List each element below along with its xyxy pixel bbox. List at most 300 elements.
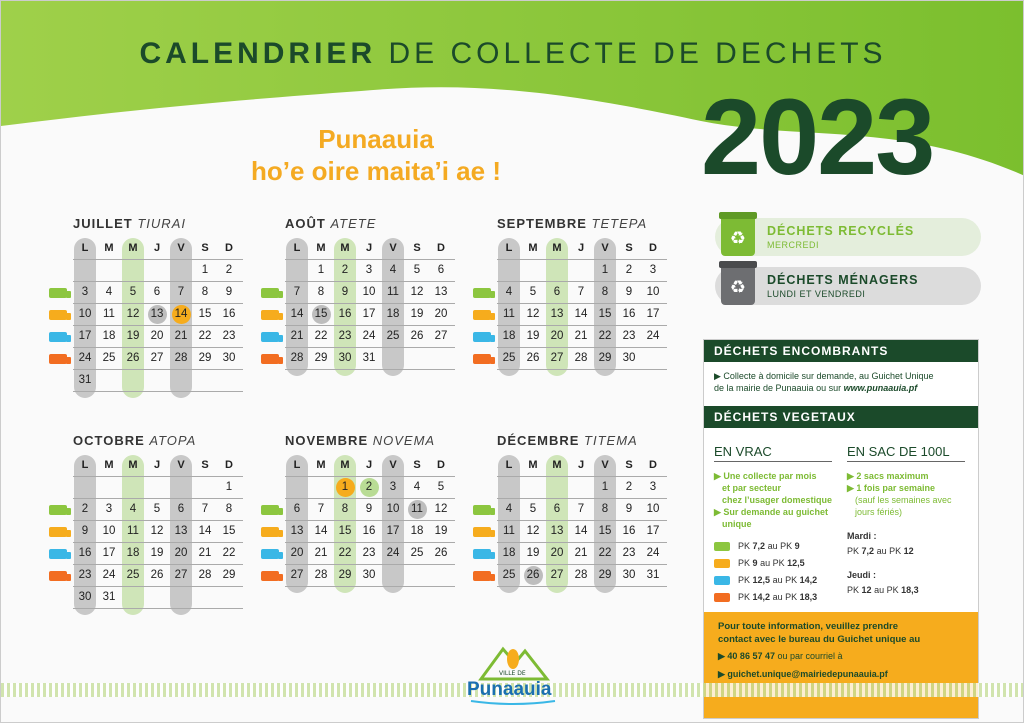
day-cell: 20 — [550, 547, 564, 559]
collection-truck-icon — [473, 332, 491, 342]
day-cell — [405, 348, 429, 369]
day-cell: 21 — [314, 547, 328, 559]
day-cell: 12 — [126, 308, 140, 320]
day-cell: 24 — [646, 547, 660, 559]
day-cell: 28 — [290, 352, 304, 364]
day-cell — [285, 260, 309, 281]
week-row — [497, 521, 667, 543]
day-cell: 24 — [646, 330, 660, 342]
month-0 — [73, 216, 253, 392]
day-cell: 22 — [338, 547, 352, 559]
weekday-label: V — [177, 459, 185, 471]
contact-box — [704, 612, 978, 718]
day-cell — [121, 260, 145, 281]
truck-icon — [714, 542, 730, 551]
collection-truck-icon — [473, 354, 491, 364]
day-cell: 14 — [290, 308, 304, 320]
day-cell: 17 — [102, 547, 116, 559]
day-cell: 31 — [102, 591, 116, 603]
weekday-label: D — [437, 242, 445, 254]
day-cell: 18 — [502, 330, 516, 342]
day-cell — [641, 348, 665, 369]
day-cell — [429, 348, 453, 369]
collection-truck-icon — [261, 288, 279, 298]
collection-truck-icon — [473, 549, 491, 559]
collection-truck-icon — [473, 310, 491, 320]
day-cell: 21 — [574, 330, 588, 342]
vrac-items: ▶ Une collecte par mois et par secteur chez l’usager domestique ▶ Sur demande au guichet unique — [714, 471, 833, 529]
day-cell — [169, 304, 193, 325]
month-3 — [73, 433, 253, 609]
day-cell: 20 — [434, 308, 448, 320]
week-row — [285, 282, 455, 304]
day-cell: 1 — [225, 481, 233, 493]
day-cell: 28 — [198, 569, 212, 581]
collection-truck-icon — [261, 571, 279, 581]
weekday-label: D — [225, 242, 233, 254]
week-row — [73, 477, 243, 499]
weekday-label: D — [437, 459, 445, 471]
contact-phone-line: ▶ 40 86 57 47 ou par courriel à — [718, 651, 843, 661]
day-cell: 15 — [338, 525, 352, 537]
day-cell: 11 — [387, 286, 399, 298]
week-row — [73, 543, 243, 565]
weekday-label: M — [340, 459, 350, 471]
day-cell: 22 — [222, 547, 236, 559]
day-cell — [193, 477, 217, 498]
weekday-label: M — [128, 242, 138, 254]
month-5 — [497, 433, 677, 587]
week-row — [285, 521, 455, 543]
recycle-bin-green-icon: ♻ — [721, 212, 755, 256]
day-cell: 13 — [550, 308, 564, 320]
day-cell: 25 — [502, 569, 516, 581]
week-row — [497, 260, 667, 282]
day-cell: 25 — [386, 330, 400, 342]
day-cell: 5 — [413, 264, 421, 276]
day-cell: 16 — [78, 547, 92, 559]
day-cell — [309, 477, 333, 498]
day-cell: 19 — [126, 330, 140, 342]
contact-email[interactable]: ▶ guichet.unique@mairiedepunaauia.pf — [718, 669, 888, 679]
slogan: Punaauia ho’e oire maita’i ae ! — [251, 124, 501, 186]
day-cell: 29 — [222, 569, 236, 581]
day-cell: 11 — [503, 525, 515, 537]
day-cell: 28 — [314, 569, 328, 581]
month-name: DÉCEMBRE TITEMA — [497, 433, 638, 448]
day-cell: 3 — [649, 481, 657, 493]
collection-truck-icon — [261, 310, 279, 320]
weekday-label: D — [649, 459, 657, 471]
day-cell — [145, 477, 169, 498]
day-cell: 5 — [437, 481, 445, 493]
day-cell: 19 — [410, 308, 424, 320]
day-cell: 25 — [410, 547, 424, 559]
day-cell: 10 — [78, 308, 92, 320]
weekday-label: J — [153, 242, 161, 254]
day-cell: 12 — [434, 503, 448, 515]
month-grid — [285, 455, 455, 587]
week-row — [73, 587, 243, 609]
week-row — [73, 260, 243, 282]
day-cell — [97, 370, 121, 391]
day-cell: 27 — [290, 569, 304, 581]
weekday-label: D — [225, 459, 233, 471]
day-cell: 24 — [102, 569, 116, 581]
collection-truck-icon — [49, 332, 67, 342]
day-cell: 4 — [389, 264, 397, 276]
weekday-header — [73, 238, 243, 260]
week-row — [497, 282, 667, 304]
day-cell: 6 — [177, 503, 185, 515]
day-cell: 7 — [577, 503, 585, 515]
day-cell: 23 — [622, 547, 636, 559]
day-cell: 7 — [293, 286, 301, 298]
pk-sector-row: PK 9 au PK 12,5 — [714, 555, 832, 572]
day-cell: 3 — [81, 286, 89, 298]
day-cell — [169, 370, 193, 391]
day-cell: 9 — [341, 286, 349, 298]
day-cell — [217, 370, 241, 391]
weekday-label: L — [505, 242, 513, 254]
day-cell: 4 — [505, 503, 513, 515]
week-row — [73, 521, 243, 543]
collection-truck-icon — [473, 571, 491, 581]
week-row — [285, 499, 455, 521]
weekday-label: L — [81, 459, 89, 471]
pk-sector-row: PK 7,2 au PK 9 — [714, 538, 832, 555]
collection-truck-icon — [473, 505, 491, 515]
day-cell — [73, 260, 97, 281]
holiday-marker: 13 — [148, 305, 167, 324]
day-cell: 2 — [81, 503, 89, 515]
week-row — [497, 543, 667, 565]
week-row — [285, 260, 455, 282]
collection-truck-icon — [261, 354, 279, 364]
day-cell: 4 — [413, 481, 421, 493]
month-name: JUILLET TIURAI — [73, 216, 186, 231]
day-cell: 21 — [574, 547, 588, 559]
day-cell — [145, 260, 169, 281]
vrac-heading: EN VRAC — [714, 444, 832, 462]
day-cell: 5 — [129, 286, 137, 298]
holiday-marker: 2 — [360, 478, 379, 497]
collection-truck-icon — [261, 505, 279, 515]
day-cell: 8 — [317, 286, 325, 298]
week-row — [497, 348, 667, 370]
day-cell: 30 — [622, 352, 636, 364]
day-cell: 10 — [386, 503, 400, 515]
day-cell: 24 — [386, 547, 400, 559]
day-cell: 17 — [646, 525, 660, 537]
day-cell: 18 — [410, 525, 424, 537]
mardi-label: Mardi : — [847, 531, 877, 541]
day-cell — [545, 260, 569, 281]
month-name: SEPTEMBRE TETEPA — [497, 216, 648, 231]
week-row — [497, 477, 667, 499]
year-heading: 2023 — [701, 76, 934, 197]
day-cell: 12 — [526, 525, 540, 537]
weekday-label: M — [128, 459, 138, 471]
day-cell: 31 — [78, 374, 92, 386]
day-cell: 22 — [598, 330, 612, 342]
day-cell — [169, 587, 193, 608]
day-cell: 7 — [177, 286, 185, 298]
weekday-label: V — [389, 459, 397, 471]
day-cell: 9 — [225, 286, 233, 298]
contact-text-1: Pour toute information, veuillez prendre — [718, 621, 898, 632]
website-link[interactable]: www.punaauia.pf — [843, 383, 918, 393]
month-name: NOVEMBRE NOVEMA — [285, 433, 436, 448]
day-cell: 9 — [625, 286, 633, 298]
day-cell: 21 — [174, 330, 188, 342]
day-cell — [521, 477, 545, 498]
day-cell: 22 — [198, 330, 212, 342]
day-cell — [381, 348, 405, 369]
day-cell: 5 — [529, 286, 537, 298]
legend-household — [715, 267, 981, 305]
week-row — [73, 370, 243, 392]
phone-number[interactable]: ▶ 40 86 57 47 — [718, 651, 775, 661]
day-cell: 3 — [365, 264, 373, 276]
weekday-label: V — [601, 459, 609, 471]
day-cell: 16 — [338, 308, 352, 320]
day-cell: 9 — [365, 503, 373, 515]
day-cell: 13 — [550, 525, 564, 537]
day-cell: 4 — [129, 503, 137, 515]
day-cell: 13 — [174, 525, 188, 537]
truck-icon — [714, 576, 730, 585]
collection-truck-icon — [473, 527, 491, 537]
weekday-header — [497, 455, 667, 477]
vrac-column — [714, 444, 832, 606]
truck-icon — [714, 593, 730, 602]
encombrants-text: ▶ Collecte à domicile sur demande, au Guichet Unique de la mairie de Punaauia ou sur www.punaauia.pf — [714, 371, 934, 393]
day-cell: 1 — [317, 264, 325, 276]
day-cell: 12 — [410, 286, 424, 298]
day-cell: 17 — [78, 330, 92, 342]
weekday-header — [497, 238, 667, 260]
weekday-label: J — [365, 459, 373, 471]
week-row — [497, 499, 667, 521]
day-cell: 31 — [362, 352, 376, 364]
month-4 — [285, 433, 465, 587]
day-cell: 23 — [362, 547, 376, 559]
vegetaux-heading: DÉCHETS VEGETAUX — [704, 406, 978, 428]
day-cell: 9 — [81, 525, 89, 537]
day-cell: 6 — [153, 286, 161, 298]
weekday-label: J — [365, 242, 373, 254]
day-cell: 27 — [174, 569, 188, 581]
day-cell: 27 — [150, 352, 164, 364]
contact-text-2: contact avec le bureau du Guichet unique au — [718, 634, 921, 645]
day-cell: 2 — [225, 264, 233, 276]
day-cell: 16 — [622, 525, 636, 537]
day-cell — [121, 587, 145, 608]
day-cell — [497, 260, 521, 281]
collection-truck-icon — [49, 354, 67, 364]
day-cell: 7 — [577, 286, 585, 298]
info-panel — [703, 339, 979, 719]
day-cell: 14 — [314, 525, 328, 537]
month-name: OCTOBRE ATOPA — [73, 433, 197, 448]
week-row — [73, 565, 243, 587]
logo-name: Punaauia — [467, 679, 552, 700]
day-cell — [569, 260, 593, 281]
collection-truck-icon — [49, 549, 67, 559]
week-row — [497, 326, 667, 348]
day-cell: 16 — [622, 308, 636, 320]
day-cell: 23 — [222, 330, 236, 342]
day-cell: 8 — [201, 286, 209, 298]
week-row — [73, 326, 243, 348]
day-cell — [521, 260, 545, 281]
collection-truck-icon — [49, 527, 67, 537]
day-cell: 18 — [502, 547, 516, 559]
day-cell: 5 — [529, 503, 537, 515]
day-cell: 22 — [314, 330, 328, 342]
day-cell: 30 — [622, 569, 636, 581]
day-cell: 24 — [78, 352, 92, 364]
day-cell: 5 — [153, 503, 161, 515]
day-cell: 28 — [574, 352, 588, 364]
week-row — [73, 499, 243, 521]
day-cell: 15 — [222, 525, 236, 537]
day-cell: 13 — [434, 286, 448, 298]
pk-sector-row: PK 14,2 au PK 18,3 — [714, 589, 832, 606]
day-cell: 20 — [550, 330, 564, 342]
day-cell: 22 — [598, 547, 612, 559]
weekday-label: J — [577, 242, 585, 254]
day-cell: 10 — [102, 525, 116, 537]
day-cell — [497, 477, 521, 498]
weekday-label: M — [552, 242, 562, 254]
truck-icon — [714, 559, 730, 568]
jeudi-label: Jeudi : — [847, 570, 877, 580]
legend-household-title: DÉCHETS MÉNAGERS — [767, 273, 919, 287]
weekday-header — [285, 455, 455, 477]
day-cell: 18 — [102, 330, 116, 342]
collection-truck-icon — [49, 310, 67, 320]
day-cell: 10 — [362, 286, 376, 298]
day-cell: 11 — [103, 308, 115, 320]
day-cell: 11 — [127, 525, 139, 537]
weekday-label: L — [81, 242, 89, 254]
day-cell: 4 — [505, 286, 513, 298]
sac-heading: EN SAC DE 100L — [847, 444, 965, 462]
day-cell: 21 — [290, 330, 304, 342]
punaauia-logo — [463, 637, 563, 707]
day-cell — [405, 565, 429, 586]
day-cell: 25 — [102, 352, 116, 364]
day-cell: 30 — [78, 591, 92, 603]
day-cell — [309, 304, 333, 325]
week-row — [497, 565, 667, 587]
holiday-marker: 14 — [172, 305, 191, 324]
weekday-label: M — [340, 242, 350, 254]
day-cell: 3 — [649, 264, 657, 276]
holiday-marker: 1 — [336, 478, 355, 497]
legend-recycled-day: MERCREDI — [767, 240, 820, 250]
day-cell — [405, 499, 429, 520]
week-row — [285, 326, 455, 348]
weekday-label: S — [625, 242, 633, 254]
day-cell: 1 — [601, 264, 609, 276]
day-cell: 8 — [601, 503, 609, 515]
day-cell — [381, 565, 405, 586]
weekday-label: L — [293, 459, 301, 471]
month-grid — [497, 238, 667, 370]
day-cell — [357, 477, 381, 498]
weekday-header — [285, 238, 455, 260]
day-cell: 31 — [646, 569, 660, 581]
encombrants-heading: DÉCHETS ENCOMBRANTS — [704, 340, 978, 362]
week-row — [73, 348, 243, 370]
logo-small-text: VILLE DE — [499, 670, 526, 677]
day-cell — [193, 587, 217, 608]
day-cell — [429, 565, 453, 586]
month-1 — [285, 216, 465, 370]
day-cell: 16 — [362, 525, 376, 537]
pk-sectors — [714, 538, 832, 606]
mardi-range: PK 7,2 au PK 12 — [847, 546, 914, 556]
weekday-label: M — [528, 459, 538, 471]
day-cell: 12 — [150, 525, 164, 537]
day-cell: 25 — [126, 569, 140, 581]
page-title: CALENDRIER DE COLLECTE DE DECHETS — [139, 37, 887, 70]
day-cell: 29 — [198, 352, 212, 364]
week-row — [285, 543, 455, 565]
month-2 — [497, 216, 677, 370]
day-cell: 3 — [105, 503, 113, 515]
legend-recycled — [715, 218, 981, 256]
weekday-label: M — [316, 242, 326, 254]
day-cell: 29 — [314, 352, 328, 364]
weekday-label: L — [505, 459, 513, 471]
day-cell: 26 — [434, 547, 448, 559]
day-cell: 7 — [317, 503, 325, 515]
day-cell: 29 — [338, 569, 352, 581]
day-cell: 6 — [553, 286, 561, 298]
weekday-label: S — [201, 242, 209, 254]
weekday-label: S — [625, 459, 633, 471]
weekday-label: V — [177, 242, 185, 254]
day-cell: 8 — [601, 286, 609, 298]
collection-truck-icon — [473, 288, 491, 298]
day-cell: 18 — [126, 547, 140, 559]
week-row — [285, 565, 455, 587]
logo-graphic — [463, 637, 563, 707]
day-cell — [97, 477, 121, 498]
day-cell: 12 — [526, 308, 540, 320]
day-cell: 15 — [598, 525, 612, 537]
day-cell: 23 — [78, 569, 92, 581]
day-cell: 2 — [625, 264, 633, 276]
day-cell: 15 — [598, 308, 612, 320]
day-cell — [285, 477, 309, 498]
day-cell: 30 — [362, 569, 376, 581]
month-name: AOÛT ATETE — [285, 216, 377, 231]
legend-household-days: LUNDI ET VENDREDI — [767, 289, 866, 299]
day-cell — [145, 370, 169, 391]
month-grid — [285, 238, 455, 370]
weekday-label: D — [649, 242, 657, 254]
month-grid — [73, 455, 243, 609]
day-cell — [169, 477, 193, 498]
day-cell: 26 — [410, 330, 424, 342]
day-cell: 17 — [646, 308, 660, 320]
collection-truck-icon — [49, 288, 67, 298]
